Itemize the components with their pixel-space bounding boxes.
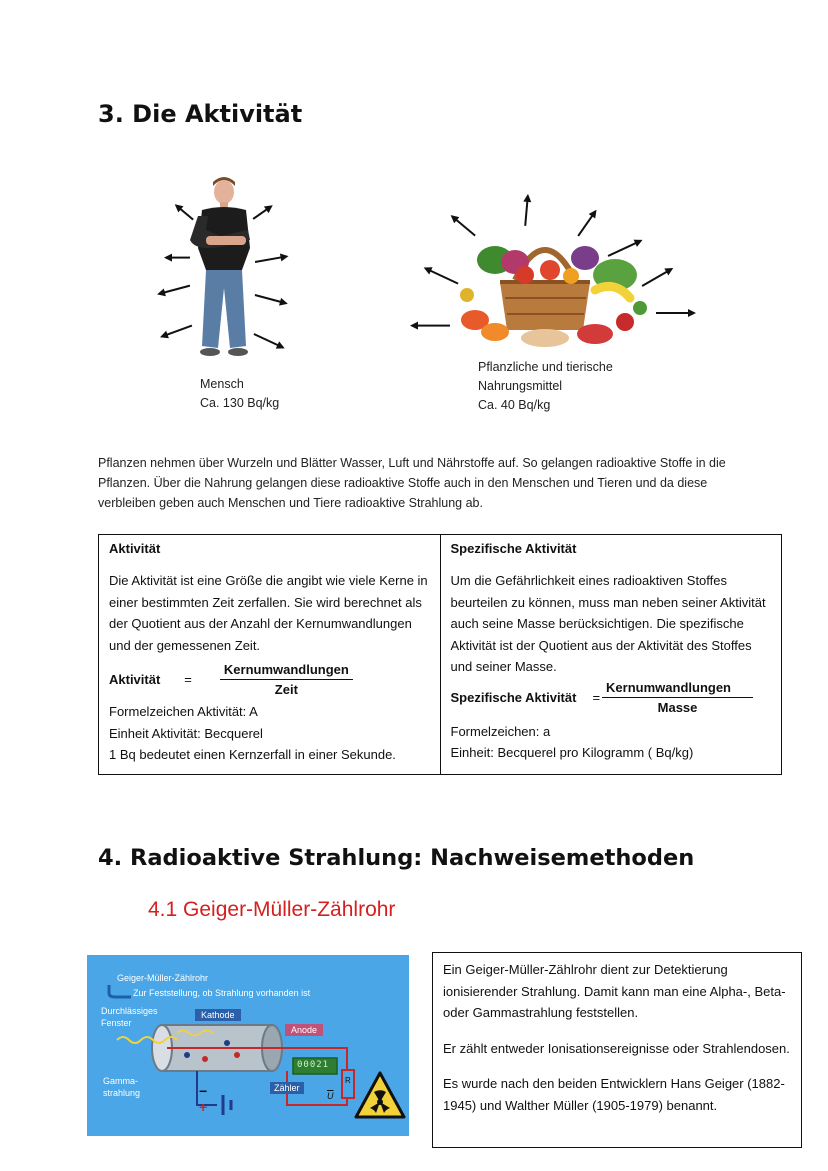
diagram-cathode-label: Kathode (195, 1009, 241, 1021)
geiger-mueller-diagram (87, 955, 409, 1136)
diagram-resistor: R (345, 1076, 351, 1085)
specific-activity-denominator: Masse (657, 699, 698, 715)
person-caption (200, 375, 279, 413)
activity-numerator: Kernumwandlungen (220, 662, 353, 680)
food-caption-line-1: Pflanzliche und tierische (478, 360, 613, 374)
diagram-title: Geiger-Müller-Zählrohr (117, 973, 209, 983)
activity-denominator: Zeit (274, 682, 298, 697)
activity-table (98, 534, 782, 775)
specific-activity-description: Um die Gefährlichkeit eines radioaktiven Stoffes beurteilen zu können, muss man neben seiner Aktivität auch seine Masse berücksichtigen. Die spezifische Aktivität ist der Quotient aus der Aktivität des Stoffes und seiner Masse. (450, 573, 766, 674)
arrow-icon (412, 325, 450, 327)
specific-activity-cell (440, 535, 782, 775)
specific-activity-fraction (602, 680, 753, 715)
specific-activity-numerator: Kernumwandlungen (602, 680, 753, 698)
activity-description: Die Aktivität ist eine Größe die angibt wie viele Kerne in einer bestimmten Zeit zerfallen. Sie wird berechnet als der Quotient aus der Anzahl der Kernumwandlungen und der gemessenen Zeit. (109, 573, 428, 653)
specific-activity-formula (451, 680, 772, 715)
arrow-icon (166, 257, 190, 259)
food-caption-line-2: Nahrungsmittel (478, 379, 563, 393)
geiger-info-paragraph: Er zählt entweder Ionisationsereignisse oder Strahlendosen. (443, 1040, 790, 1056)
activity-bq-definition: 1 Bq bedeutet einen Kernzerfall in einer Sekunde. (109, 747, 396, 762)
specific-activity-heading: Spezifische Aktivität (450, 541, 577, 556)
person-caption-value: Ca. 130 Bq/kg (200, 396, 280, 410)
diagram-counter-label: Zähler (270, 1082, 304, 1094)
person-caption-line: Mensch (200, 377, 244, 391)
diagram-voltage: $\overline{U}$ (327, 1091, 334, 1101)
geiger-info-paragraph: Es wurde nach den beiden Entwicklern Hans Geiger (1882-1945) und Walther Müller (1905-1979) benannt. (443, 1076, 785, 1113)
diagram-anode-label: Anode (285, 1024, 323, 1036)
diagram-gamma-label: Gamma-strahlung (103, 1076, 141, 1098)
person-illustration (150, 170, 300, 370)
specific-activity-formula-equals: = (592, 689, 601, 705)
arrow-icon (656, 312, 694, 314)
diagram-counter-reading: 00021 (297, 1060, 330, 1070)
diagram-window-label: Durchlässiges Fenster (101, 1006, 158, 1028)
activity-heading: Aktivität (109, 541, 161, 556)
food-caption-value: Ca. 40 Bq/kg (478, 398, 551, 412)
diagram-plus: + (199, 1099, 208, 1115)
food-radiation-figure (455, 220, 655, 350)
section-3-paragraph: Pflanzen nehmen über Wurzeln und Blätter Wasser, Luft und Nährstoffe auf. So gelangen radioaktive Stoffe in die Pflanzen. Über die Nahrung gelangen diese radioaktive Stoffe auch in den Menschen und Tieren und da diese verbleiben geben auch Menschen und Tiere radioaktive Strahlung ab. (98, 456, 726, 510)
section-3-title: 3. Die Aktivität (98, 100, 303, 128)
activity-symbol: Formelzeichen Aktivität: A (109, 704, 258, 719)
section-4-title: 4. Radioaktive Strahlung: Nachweisemethoden (98, 845, 695, 871)
section-4-1-subtitle: 4.1 Geiger-Müller-Zählrohr (148, 898, 396, 921)
activity-unit: Einheit Aktivität: Becquerel (109, 725, 263, 741)
diagram-purpose: Zur Feststellung, ob Strahlung vorhanden ist (133, 988, 311, 998)
specific-activity-symbol: Formelzeichen: a (450, 723, 551, 739)
person-radiation-figure (150, 170, 300, 370)
food-caption (478, 358, 613, 415)
activity-fraction (220, 662, 353, 697)
activity-formula-equals: = (184, 672, 192, 687)
geiger-info-box (432, 952, 802, 1148)
geiger-info-paragraph: Ein Geiger-Müller-Zählrohr dient zur Detektierung ionisierender Strahlung. Damit kann man eine Alpha-, Beta- oder Gammastrahlung feststellen. (443, 962, 786, 1020)
arrow-icon (425, 268, 458, 285)
activity-cell (99, 535, 441, 775)
activity-formula-label: Aktivität (109, 672, 161, 687)
specific-activity-unit: Einheit: Becquerel pro Kilogramm ( Bq/kg) (450, 745, 694, 760)
food-basket-illustration (455, 220, 655, 350)
specific-activity-formula-label: Spezifische Aktivität (450, 689, 577, 705)
activity-formula (109, 662, 430, 697)
diagram-minus: − (199, 1083, 208, 1099)
